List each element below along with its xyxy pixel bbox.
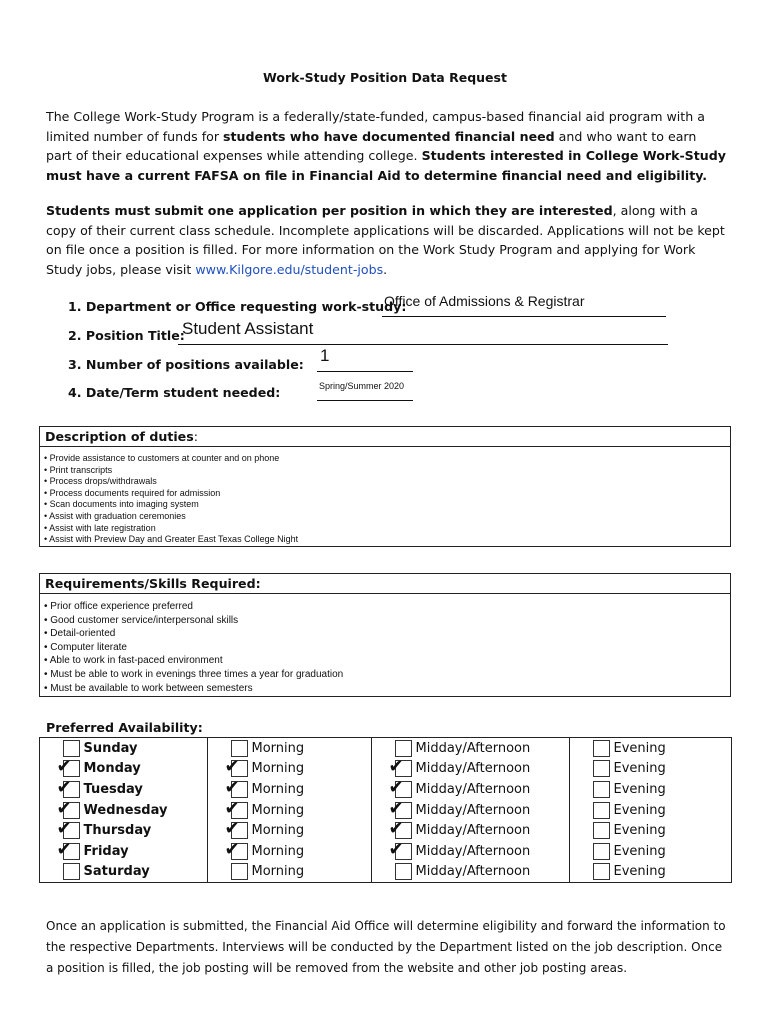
duties-list — [40, 447, 730, 546]
evening-label: Evening — [613, 781, 666, 797]
morning-checkbox[interactable] — [224, 838, 248, 860]
checkmark-icon: ✔ — [388, 818, 404, 840]
list-item: • Print transcripts — [44, 465, 726, 477]
day-label: Sunday — [83, 740, 138, 756]
position-title-value: Student Assistant — [182, 319, 314, 338]
midday-checkbox[interactable] — [395, 863, 412, 880]
duties-header-colon: : — [193, 429, 198, 444]
requirements-header: Requirements/Skills Required: — [40, 574, 730, 594]
morning-label: Morning — [251, 843, 305, 859]
day-label: Monday — [83, 761, 141, 777]
morning-label: Morning — [251, 864, 305, 880]
morning-label: Morning — [251, 781, 305, 797]
availability-row — [40, 759, 732, 780]
evening-label: Evening — [613, 843, 666, 859]
list-item: • Good customer service/interpersonal skills — [44, 614, 726, 628]
checkmark-icon: ✔ — [224, 797, 240, 819]
evening-checkbox[interactable] — [593, 740, 610, 757]
midday-checkbox[interactable] — [388, 838, 412, 860]
list-item: • Process drops/withdrawals — [44, 476, 726, 488]
morning-checkbox[interactable] — [224, 818, 248, 840]
availability-table — [39, 737, 732, 883]
midday-label: Midday/Afternoon — [415, 864, 531, 880]
list-item: • Prior office experience preferred — [44, 600, 726, 614]
evening-checkbox[interactable] — [593, 863, 610, 880]
checkmark-icon: ✔ — [56, 797, 72, 819]
list-item: • Assist with late registration — [44, 523, 726, 535]
availability-row — [40, 779, 732, 800]
availability-row — [40, 862, 732, 883]
midday-checkbox[interactable] — [388, 797, 412, 819]
midday-label: Midday/Afternoon — [415, 843, 531, 859]
checkmark-icon: ✔ — [224, 838, 240, 860]
department-value: Office of Admissions & Registrar — [384, 293, 585, 309]
midday-checkbox[interactable] — [388, 776, 412, 798]
day-label: Thursday — [83, 823, 152, 839]
duties-box — [39, 426, 731, 547]
midday-label: Midday/Afternoon — [415, 823, 531, 839]
duties-header — [40, 427, 730, 447]
evening-label: Evening — [613, 761, 666, 777]
checkmark-icon: ✔ — [388, 838, 404, 860]
period: . — [383, 261, 388, 277]
checkmark-icon: ✔ — [56, 756, 72, 778]
q2-label: 2. Position Title: — [68, 328, 185, 343]
morning-label: Morning — [251, 761, 305, 777]
evening-label: Evening — [613, 802, 666, 818]
checkmark-icon: ✔ — [388, 797, 404, 819]
availability-row — [40, 841, 732, 862]
list-item: • Scan documents into imaging system — [44, 499, 726, 511]
requirements-box — [39, 573, 731, 697]
evening-checkbox[interactable] — [593, 802, 610, 819]
q1-label: 1. Department or Office requesting work-study: — [68, 299, 407, 314]
requirements-list — [40, 594, 730, 695]
list-item: • Must be able to work in evenings three times a year for graduation — [44, 668, 726, 682]
intro-paragraph — [46, 107, 726, 185]
day-checkbox[interactable] — [56, 797, 80, 819]
midday-label: Midday/Afternoon — [415, 802, 531, 818]
morning-label: Morning — [251, 823, 305, 839]
evening-checkbox[interactable] — [593, 843, 610, 860]
student-jobs-link[interactable]: www.Kilgore.edu/student-jobs — [195, 261, 384, 277]
intro-emphasis: students who have documented financial need — [223, 128, 555, 144]
checkmark-icon: ✔ — [224, 776, 240, 798]
department-field[interactable] — [382, 293, 666, 317]
q4-label: 4. Date/Term student needed: — [68, 385, 281, 400]
day-label: Tuesday — [83, 781, 143, 797]
checkmark-icon: ✔ — [224, 756, 240, 778]
morning-label: Morning — [251, 802, 305, 818]
term-needed-value: Spring/Summer 2020 — [319, 381, 405, 391]
day-checkbox[interactable] — [56, 838, 80, 860]
positions-count-field[interactable] — [317, 346, 413, 372]
midday-label: Midday/Afternoon — [415, 761, 531, 777]
checkmark-icon: ✔ — [56, 818, 72, 840]
checkmark-icon: ✔ — [224, 818, 240, 840]
application-paragraph — [46, 201, 726, 279]
intro-text: and who want to earn part of their educational expenses while attending college. — [46, 128, 697, 163]
morning-checkbox[interactable] — [231, 740, 248, 757]
list-item: • Assist with Preview Day and Greater East Texas College Night — [44, 534, 726, 546]
day-label: Friday — [83, 843, 129, 859]
list-item: • Detail-oriented — [44, 627, 726, 641]
list-item: • Must be available to work between semesters — [44, 682, 726, 696]
evening-label: Evening — [613, 740, 666, 756]
footer-note: Once an application is submitted, the Financial Aid Office will determine eligibility and forward the information to the respective Departments. Interviews will be conducted by the Department listed on the job description. Once a position is filled, the job posting will be removed from the website and other job posting areas. — [46, 919, 726, 975]
evening-label: Evening — [613, 823, 666, 839]
midday-label: Midday/Afternoon — [415, 740, 531, 756]
midday-checkbox[interactable] — [388, 818, 412, 840]
intro-text: The College Work-Study Program is a federally/state-funded, campus-based financial aid program with a limited number of funds for — [46, 109, 705, 144]
evening-checkbox[interactable] — [593, 781, 610, 798]
midday-checkbox[interactable] — [395, 740, 412, 757]
checkmark-icon: ✔ — [388, 776, 404, 798]
checkmark-icon: ✔ — [56, 776, 72, 798]
day-checkbox[interactable] — [63, 740, 80, 757]
morning-label: Morning — [251, 740, 305, 756]
day-checkbox[interactable] — [63, 863, 80, 880]
morning-checkbox[interactable] — [231, 863, 248, 880]
midday-checkbox[interactable] — [388, 756, 412, 778]
duties-header-text: Description of duties — [45, 429, 194, 444]
availability-row — [40, 800, 732, 821]
list-item: • Able to work in fast-paced environment — [44, 654, 726, 668]
q3-label: 3. Number of positions available: — [68, 357, 304, 372]
morning-checkbox[interactable] — [224, 756, 248, 778]
availability-title: Preferred Availability: — [46, 720, 203, 735]
checkmark-icon: ✔ — [388, 756, 404, 778]
midday-label: Midday/Afternoon — [415, 781, 531, 797]
morning-checkbox[interactable] — [224, 776, 248, 798]
evening-label: Evening — [613, 864, 666, 880]
checkmark-icon: ✔ — [56, 838, 72, 860]
application-text: , along with a copy of their current class schedule. Incomplete applications will be discarded. Applications will not be kept on file once a position is filled. For more information on the Work Study Program and applying for Work Study jobs, please visit — [46, 203, 725, 277]
availability-row — [40, 820, 732, 841]
fafsa-requirement: Students interested in College Work-Study must have a current FAFSA on file in Financial Aid to determine financial need and eligibility. — [46, 148, 726, 183]
page-title: Work-Study Position Data Request — [263, 70, 507, 85]
day-label: Saturday — [83, 864, 150, 880]
position-title-field[interactable] — [178, 319, 668, 345]
list-item: • Provide assistance to customers at counter and on phone — [44, 453, 726, 465]
list-item: • Process documents required for admission — [44, 488, 726, 500]
day-label: Wednesday — [83, 802, 168, 818]
morning-checkbox[interactable] — [224, 797, 248, 819]
evening-checkbox[interactable] — [593, 822, 610, 839]
one-application-notice: Students must submit one application per position in which they are interested — [46, 203, 613, 218]
availability-row — [40, 738, 732, 759]
evening-checkbox[interactable] — [593, 760, 610, 777]
day-checkbox[interactable] — [56, 756, 80, 778]
positions-count-value: 1 — [320, 346, 330, 365]
day-checkbox[interactable] — [56, 776, 80, 798]
term-needed-field[interactable] — [317, 380, 413, 401]
list-item: • Assist with graduation ceremonies — [44, 511, 726, 523]
day-checkbox[interactable] — [56, 818, 80, 840]
list-item: • Computer literate — [44, 641, 726, 655]
